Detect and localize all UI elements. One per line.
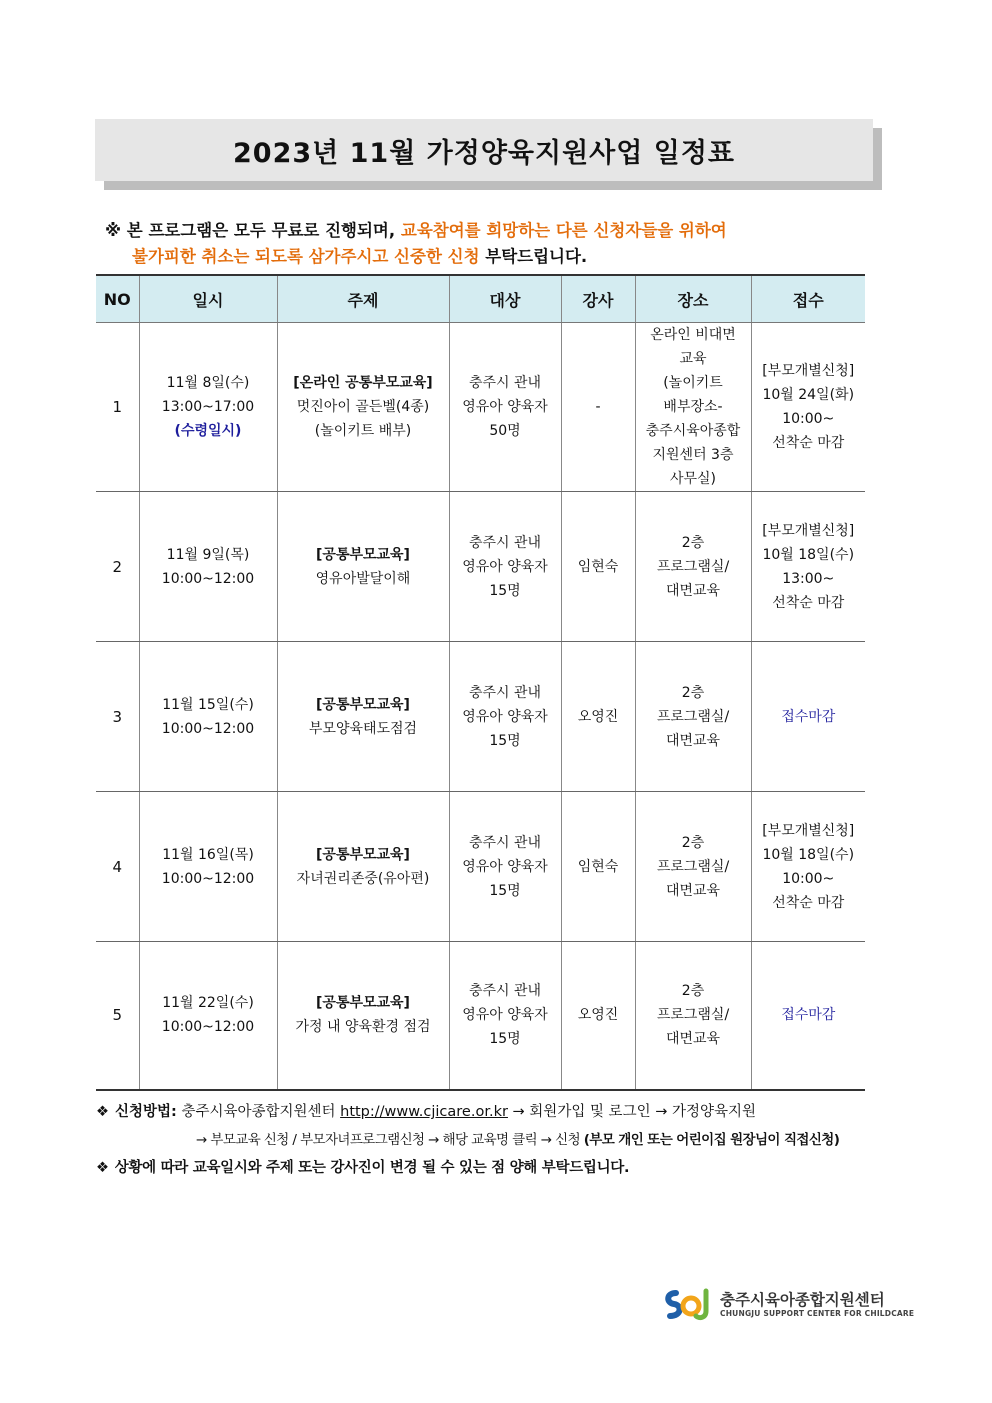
cell-instructor: - bbox=[561, 323, 635, 492]
cell-topic bbox=[277, 792, 449, 942]
cell-target bbox=[449, 792, 561, 942]
notice-line-1: ※ 본 프로그램은 모두 무료로 진행되며, 교육참여를 희망하는 다른 신청자들을 위하여 bbox=[105, 221, 727, 240]
cell-place bbox=[635, 792, 751, 942]
col-header: 일시 bbox=[139, 275, 277, 323]
cell-line: 15명 bbox=[489, 582, 521, 599]
footer-method-line-2: → 부모교육 신청 / 부모자녀프로그램신청 → 해당 교육명 클릭 → 신청 (부모 개인 또는 어린이집 원장님이 직접신청) bbox=[196, 1132, 840, 1148]
cell-line: 지원센터 3층 bbox=[652, 447, 734, 463]
cell-reception bbox=[751, 323, 865, 492]
cell-instructor: 임현숙 bbox=[561, 492, 635, 642]
cell-reception bbox=[751, 792, 865, 942]
cell-line: 영유아 양육자 bbox=[462, 858, 548, 875]
cell-line: 대면교육 bbox=[665, 1031, 721, 1048]
cell-line: 10:00~12:00 bbox=[161, 870, 255, 887]
cell-line: 프로그램실/ bbox=[656, 858, 730, 875]
reception-closed-badge: 접수마감 bbox=[781, 708, 836, 725]
cell-place bbox=[635, 942, 751, 1090]
cell-line: [부모개별신청] bbox=[762, 522, 855, 539]
cell-topic bbox=[277, 492, 449, 642]
cell-place bbox=[635, 492, 751, 642]
logo-korean-name: 충주시육아종합지원센터 bbox=[720, 1290, 885, 1309]
notice-line-2: 불가피한 취소는 되도록 삼가주시고 신중한 신청 부탁드립니다. bbox=[132, 247, 588, 266]
footer-method-line-1: ❖ 신청방법: 충주시육아종합지원센터 http://www.cjicare.or.kr → 회원가입 및 로그인 → 가정양육지원 bbox=[96, 1104, 756, 1120]
cell-line: 사무실) bbox=[669, 471, 717, 487]
cell-date bbox=[139, 642, 277, 792]
cell-line: 대면교육 bbox=[665, 882, 721, 899]
cell-line: 50명 bbox=[489, 423, 521, 439]
col-header: 접수 bbox=[751, 275, 865, 323]
cell-no: 4 bbox=[96, 792, 139, 942]
bullet-icon: ❖ bbox=[96, 1160, 109, 1176]
cell-line: 영유아발달이해 bbox=[315, 570, 411, 587]
cell-line: 영유아 양육자 bbox=[462, 399, 548, 415]
cell-instructor: 오영진 bbox=[561, 942, 635, 1090]
cell-line: 10:00~ bbox=[782, 411, 835, 427]
cell-line: (놀이키트 배부) bbox=[314, 423, 412, 439]
cell-line: 선착순 마감 bbox=[772, 435, 845, 451]
cell-line: 대면교육 bbox=[665, 732, 721, 749]
cell-line: 영유아 양육자 bbox=[462, 1007, 548, 1024]
cell-reception bbox=[751, 492, 865, 642]
cell-line: 충주시 관내 bbox=[468, 834, 542, 851]
cell-line: 온라인 비대면 bbox=[650, 327, 736, 343]
cell-date bbox=[139, 323, 277, 492]
table-row bbox=[96, 642, 865, 792]
table-row bbox=[96, 942, 865, 1090]
cell-reception bbox=[751, 942, 865, 1090]
logo-english-name: CHUNGJU SUPPORT CENTER FOR CHILDCARE bbox=[720, 1308, 915, 1318]
cell-line: 10월 24일(화) bbox=[762, 387, 855, 403]
footer-note: ❖ 상황에 따라 교육일시와 주제 또는 강사진이 변경 될 수 있는 점 양해 부탁드립니다. bbox=[96, 1160, 630, 1176]
table-row bbox=[96, 492, 865, 642]
topic-title: [공통부모교육] bbox=[316, 696, 410, 713]
cell-line: 선착순 마감 bbox=[772, 594, 845, 611]
cell-place bbox=[635, 642, 751, 792]
cell-line: 11월 22일(수) bbox=[162, 995, 254, 1012]
cell-target bbox=[449, 942, 561, 1090]
cell-no: 1 bbox=[96, 323, 139, 492]
cell-line: 2층 bbox=[681, 534, 705, 551]
cell-target bbox=[449, 492, 561, 642]
cell-target bbox=[449, 323, 561, 492]
cell-date bbox=[139, 942, 277, 1090]
cell-line: 11월 8일(수) bbox=[166, 375, 250, 391]
cell-date bbox=[139, 492, 277, 642]
cell-line: 멋진아이 골든벨(4종) bbox=[296, 399, 430, 415]
cell-line: [부모개별신청] bbox=[762, 822, 855, 839]
cell-line: 10:00~ bbox=[782, 870, 835, 887]
topic-title: [온라인 공통부모교육] bbox=[293, 375, 433, 391]
cell-line: 프로그램실/ bbox=[656, 708, 730, 725]
page-title: 2023년 11월 가정양육지원사업 일정표 bbox=[95, 119, 873, 181]
col-header: 주제 bbox=[277, 275, 449, 323]
table-row bbox=[96, 323, 865, 492]
cell-no: 5 bbox=[96, 942, 139, 1090]
cell-line: 가정 내 양육환경 점검 bbox=[295, 1019, 431, 1036]
cell-line: 배부장소- bbox=[663, 399, 723, 415]
bullet-icon: ❖ bbox=[96, 1104, 109, 1120]
cell-line: 13:00~17:00 bbox=[161, 399, 255, 415]
cell-line: 10월 18일(수) bbox=[762, 546, 855, 563]
cell-topic bbox=[277, 323, 449, 492]
cell-line: 부모양육태도점검 bbox=[308, 720, 418, 737]
cell-date bbox=[139, 792, 277, 942]
cell-line: 영유아 양육자 bbox=[462, 708, 548, 725]
cell-topic bbox=[277, 942, 449, 1090]
cell-line: 선착순 마감 bbox=[772, 894, 845, 911]
cell-no: 2 bbox=[96, 492, 139, 642]
topic-title: [공통부모교육] bbox=[316, 546, 410, 563]
cell-line: 프로그램실/ bbox=[656, 558, 730, 575]
date-note: (수령일시) bbox=[174, 423, 242, 439]
cell-no: 3 bbox=[96, 642, 139, 792]
topic-title: [공통부모교육] bbox=[316, 846, 410, 863]
cell-instructor: 오영진 bbox=[561, 642, 635, 792]
logo-mark-icon bbox=[662, 1286, 714, 1322]
col-header: 강사 bbox=[561, 275, 635, 323]
cell-line: 프로그램실/ bbox=[656, 1007, 730, 1024]
cell-instructor: 임현숙 bbox=[561, 792, 635, 942]
cell-line: 11월 16일(목) bbox=[162, 846, 254, 863]
cell-line: 2층 bbox=[681, 834, 705, 851]
cell-line: 교육 bbox=[679, 351, 707, 367]
topic-title: [공통부모교육] bbox=[316, 995, 410, 1012]
reception-closed-badge: 접수마감 bbox=[781, 1007, 836, 1024]
notice bbox=[105, 218, 727, 270]
col-header: NO bbox=[96, 275, 139, 323]
website-link[interactable]: http://www.cjicare.or.kr bbox=[340, 1104, 508, 1120]
col-header: 대상 bbox=[449, 275, 561, 323]
cell-line: 11월 15일(수) bbox=[162, 696, 254, 713]
col-header: 장소 bbox=[635, 275, 751, 323]
cell-target bbox=[449, 642, 561, 792]
cell-line: 대면교육 bbox=[665, 582, 721, 599]
cell-line: 충주시 관내 bbox=[468, 375, 542, 391]
cell-line: 충주시 관내 bbox=[468, 684, 542, 701]
cell-line: [부모개별신청] bbox=[762, 363, 855, 379]
cell-line: 15명 bbox=[489, 882, 521, 899]
cell-line: 10:00~12:00 bbox=[161, 720, 255, 737]
table-row bbox=[96, 792, 865, 942]
cell-line: 13:00~ bbox=[782, 570, 835, 587]
center-logo bbox=[662, 1286, 914, 1322]
table-header-row bbox=[96, 275, 865, 323]
cell-place bbox=[635, 323, 751, 492]
cell-line: 2층 bbox=[681, 684, 705, 701]
cell-line: 충주시육아종합 bbox=[645, 423, 741, 439]
cell-topic bbox=[277, 642, 449, 792]
cell-line: 11월 9일(목) bbox=[166, 546, 250, 563]
cell-line: 충주시 관내 bbox=[468, 983, 542, 1000]
cell-line: 10월 18일(수) bbox=[762, 846, 855, 863]
cell-line: 자녀권리존중(유아편) bbox=[296, 870, 430, 887]
cell-line: 10:00~12:00 bbox=[161, 1019, 255, 1036]
cell-line: 영유아 양육자 bbox=[462, 558, 548, 575]
cell-line: 15명 bbox=[489, 1031, 521, 1048]
cell-line: 10:00~12:00 bbox=[161, 570, 255, 587]
cell-line: 15명 bbox=[489, 732, 521, 749]
cell-reception bbox=[751, 642, 865, 792]
cell-line: 2층 bbox=[681, 983, 705, 1000]
schedule-table bbox=[96, 274, 865, 1091]
cell-line: (놀이키트 bbox=[663, 375, 723, 391]
cell-line: 충주시 관내 bbox=[468, 534, 542, 551]
